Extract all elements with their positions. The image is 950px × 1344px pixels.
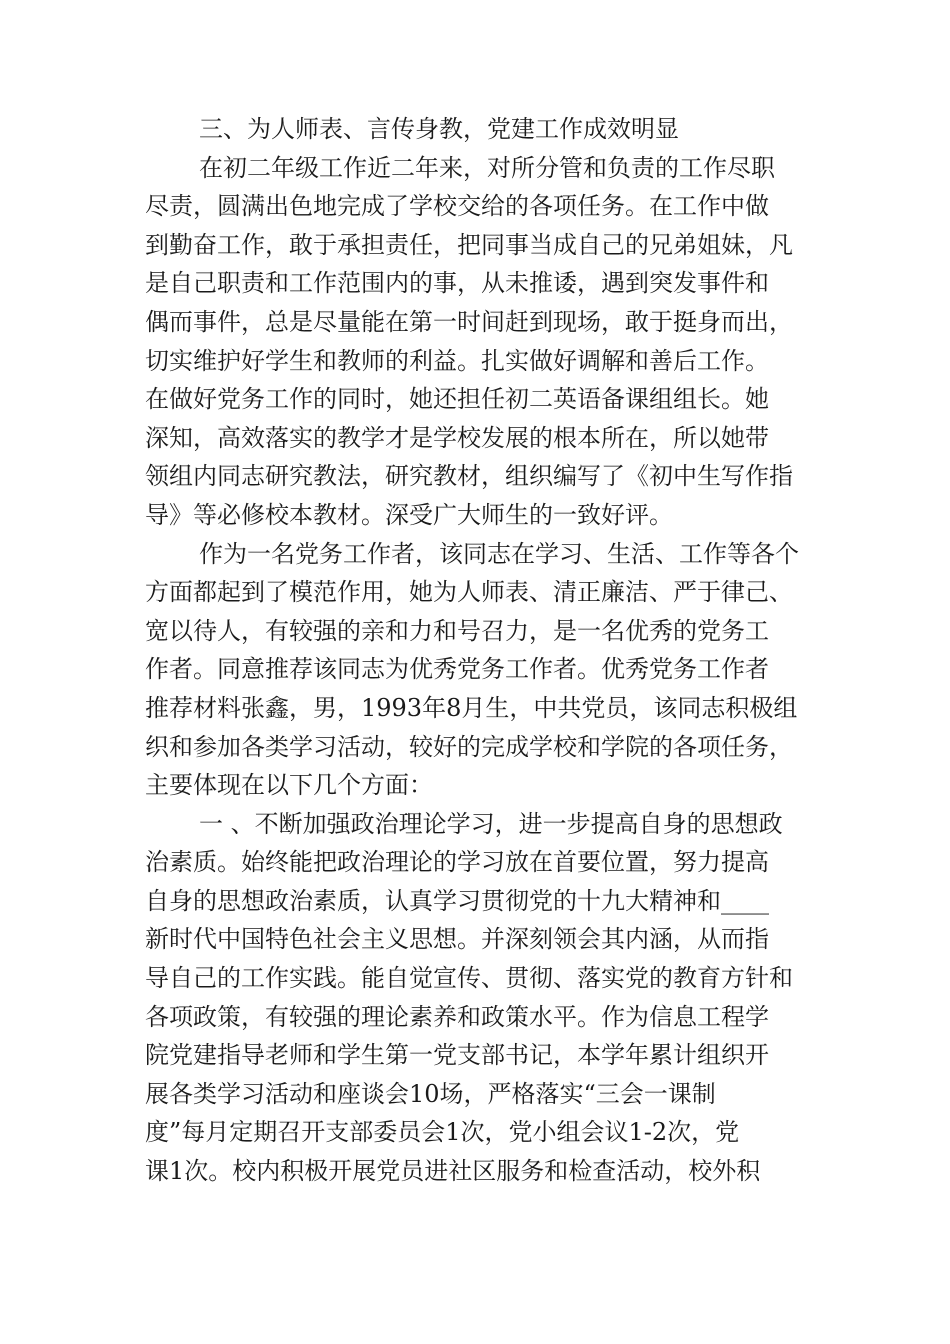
paragraph-line: 尽责，圆满出色地完成了学校交给的各项任务。在工作中做 [145, 192, 769, 221]
paragraph-line: 主要体现在以下几个方面： [145, 771, 433, 800]
paragraph-line: 方面都起到了模范作用，她为人师表、清正廉洁、严于律己、 [145, 578, 793, 607]
paragraph-line: 是自己职责和工作范围内的事，从未推诿，遇到突发事件和 [145, 269, 769, 298]
paragraph-line: 导自己的工作实践。能自觉宣传、贯彻、落实党的教育方针和 [145, 964, 793, 993]
paragraph-line: 各项政策，有较强的理论素养和政策水平。作为信息工程学 [145, 1002, 769, 1031]
paragraph-line: 一 、不断加强政治理论学习，进一步提高自身的思想政 [199, 809, 783, 838]
paragraph-line: 展各类学习活动和座谈会10场，严格落实“三会一课制 [145, 1079, 716, 1108]
paragraph-line: 到勤奋工作，敢于承担责任，把同事当成自己的兄弟姐妹，凡 [145, 230, 793, 259]
paragraph-line: 深知，高效落实的教学才是学校发展的根本所在，所以她带 [145, 423, 769, 452]
paragraph-line: 作为一名党务工作者，该同志在学习、生活、工作等各个 [199, 539, 799, 568]
paragraph-line: 织和参加各类学习活动，较好的完成学校和学院的各项任务， [145, 732, 793, 761]
section-heading: 三、为人师表、言传身教，党建工作成效明显 [199, 115, 679, 143]
paragraph-line: 院党建指导老师和学生第一党支部书记，本学年累计组织开 [145, 1041, 769, 1070]
paragraph-line: 切实维护好学生和教师的利益。扎实做好调解和善后工作。 [145, 346, 769, 375]
paragraph-line: 自身的思想政治素质，认真学习贯彻党的十九大精神和____ [145, 886, 769, 915]
document-body [145, 110, 825, 1191]
paragraph-line: 在做好党务工作的同时，她还担任初二英语备课组组长。她 [145, 385, 769, 414]
paragraph-line: 治素质。始终能把政治理论的学习放在首要位置，努力提高 [145, 848, 769, 877]
paragraph-line: 度”每月定期召开支部委员会1次，党小组会议1-2次，党 [145, 1118, 740, 1147]
paragraph-line: 作者。同意推荐该同志为优秀党务工作者。优秀党务工作者 [145, 655, 769, 684]
paragraph-line: 导》等必修校本教材。深受广大师生的一致好评。 [145, 500, 673, 529]
paragraph-line: 推荐材料张鑫，男，1993年8月生，中共党员，该同志积极组 [145, 693, 798, 722]
paragraph-line: 宽以待人，有较强的亲和力和号召力，是一名优秀的党务工 [145, 616, 769, 645]
paragraph-line: 课1次。校内积极开展党员进社区服务和检查活动，校外积 [145, 1157, 761, 1186]
paragraph-line: 在初二年级工作近二年来，对所分管和负责的工作尽职 [199, 153, 775, 182]
paragraph-line: 偶而事件，总是尽量能在第一时间赶到现场，敢于挺身而出， [145, 307, 793, 336]
paragraph-line: 领组内同志研究教法，研究教材，组织编写了《初中生写作指 [145, 462, 793, 491]
paragraph-line: 新时代中国特色社会主义思想。并深刻领会其内涵，从而指 [145, 925, 769, 954]
